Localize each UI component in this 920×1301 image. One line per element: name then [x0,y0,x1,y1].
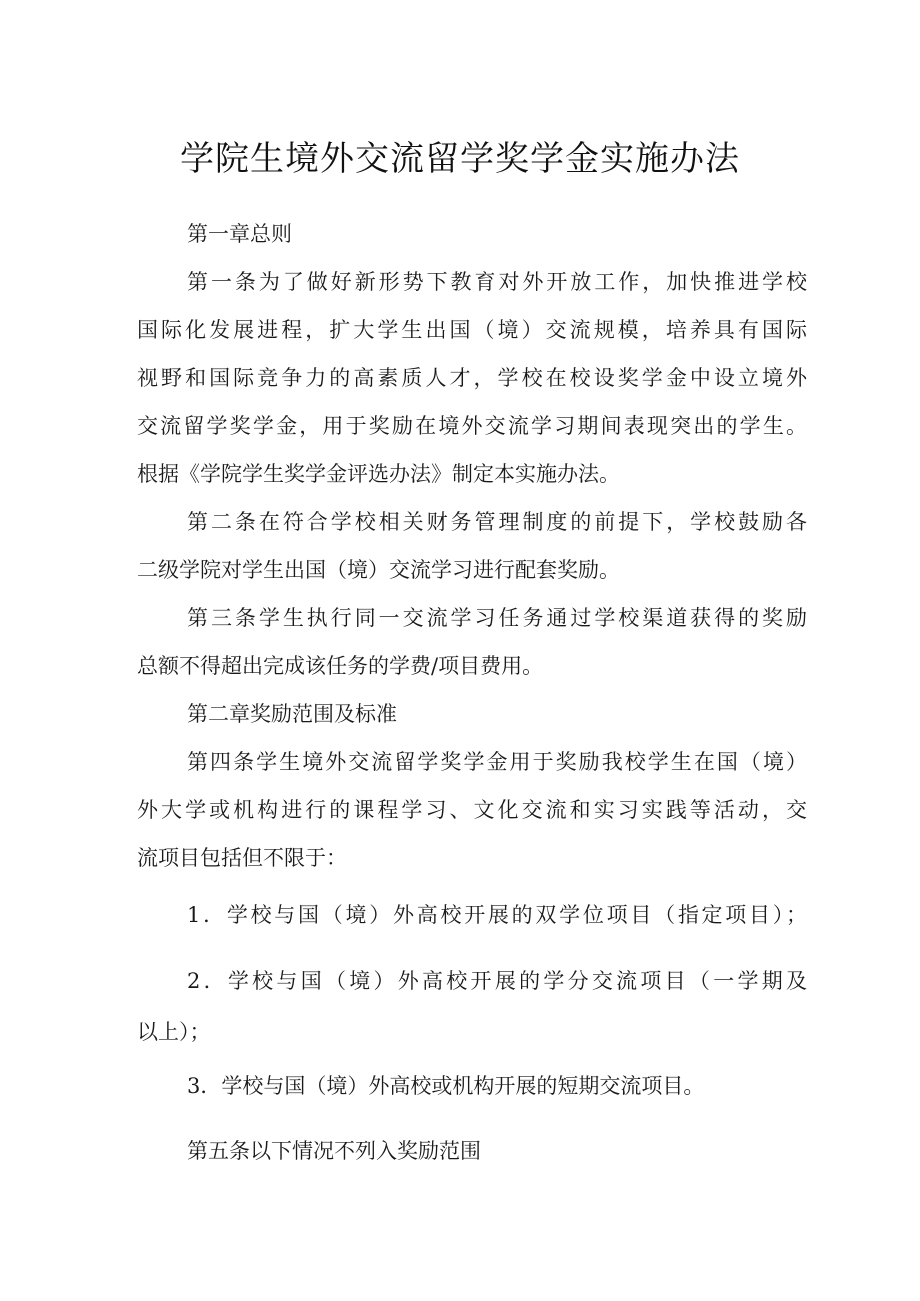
article-4-line-1: 第四条学生境外交流留学奖学金用于奖励我校学生在国（境） [187,750,807,774]
article-5-line-1: 第五条以下情况不列入奖励范围 [187,1139,481,1163]
article-3-line-2: 总额不得超出完成该任务的学费/项目费用。 [137,654,544,678]
list-item-2-line-1: 2．学校与国（境）外高校开展的学分交流项目（一学期及 [187,969,807,993]
article-1-line-5: 根据《学院学生奖学金评选办法》制定本实施办法。 [137,462,620,486]
article-1-line-3: 视野和国际竞争力的高素质人才，学校在校设奖学金中设立境外 [137,366,807,390]
article-3-line-1: 第三条学生执行同一交流学习任务通过学校渠道获得的奖励 [187,606,807,630]
article-1-line-2: 国际化发展进程，扩大学生出国（境）交流规模，培养具有国际 [137,318,807,342]
list-item-1: 1．学校与国（境）外高校开展的双学位项目（指定项目）； [187,903,807,927]
article-4-line-2: 外大学或机构进行的课程学习、文化交流和实习实践等活动，交 [137,798,807,822]
list-item-2-line-2: 以上）； [137,1020,211,1044]
article-1-line-4: 交流留学奖学金，用于奖励在境外交流学习期间表现突出的学生。 [137,414,807,438]
article-2-line-1: 第二条在符合学校相关财务管理制度的前提下，学校鼓励各 [187,510,807,534]
article-1-line-1: 第一条为了做好新形势下教育对外开放工作，加快推进学校 [187,270,807,294]
chapter-2-heading: 第二章奖励范围及标准 [187,702,397,726]
article-2-line-2: 二级学院对学生出国（境）交流学习进行配套奖励。 [137,558,620,582]
document-title: 学院生境外交流留学奖学金实施办法 [180,139,740,179]
article-4-line-3: 流项目包括但不限于： [137,846,347,870]
list-item-3: 3．学校与国（境）外高校或机构开展的短期交流项目。 [187,1074,705,1098]
chapter-1-heading: 第一章总则 [187,222,292,246]
